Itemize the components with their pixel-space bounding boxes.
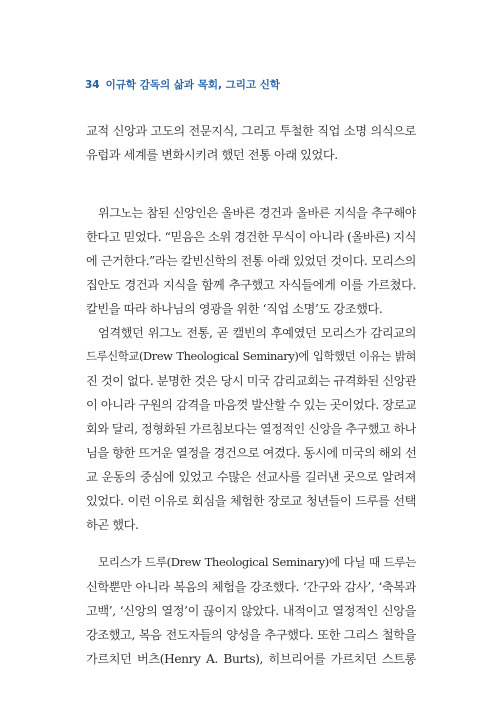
text-line: 진 것이 없다. 분명한 것은 당시 미국 감리교회는 규격화된 신앙관 bbox=[86, 374, 416, 388]
text-line: 고백’, ‘신앙의 열정’이 끊이지 않았다. 내적이고 열정적인 신앙을 bbox=[86, 604, 416, 618]
paragraph-2 bbox=[86, 204, 416, 540]
book-title: 이규학 감독의 삶과 목회, 그리고 신학 bbox=[105, 79, 281, 91]
running-header bbox=[85, 77, 286, 92]
text-line: 강조했고, 복음 전도자들의 양성을 추구했다. 또한 그리스 철학을 bbox=[86, 628, 416, 642]
text-line: 드루신학교(Drew Theological Seminary)에 입학했던 이유는 밝혀 bbox=[86, 349, 416, 363]
text-line: 교 운동의 중심에 있었고 수많은 선교사를 길러낸 곳으로 알려져 bbox=[86, 470, 416, 484]
text-line: 한다고 믿었다. “믿음은 소위 경건한 무식이 아니라 (올바른) 지식 bbox=[86, 230, 416, 244]
paragraph-3 bbox=[86, 554, 416, 674]
text-line: 모리스가 드루(Drew Theological Seminary)에 다닐 때 드루는 bbox=[98, 555, 416, 569]
text-line: 신학뿐만 아니라 복음의 체험을 강조했다. ‘간구와 감사’, ‘축복과 bbox=[86, 580, 416, 594]
paragraph-1 bbox=[86, 122, 416, 170]
text-line: 에 근거한다.”라는 칼빈신학의 전통 아래 있었던 것이다. 모리스의 bbox=[86, 254, 416, 268]
text-line: 엄격했던 위그노 전통, 곧 캘빈의 후예였던 모리스가 감리교의 bbox=[98, 326, 416, 340]
text-line: 칼빈을 따라 하나님의 영광을 위한 ‘직업 소명’도 강조했다. bbox=[86, 302, 383, 316]
text-line: 위그노는 참된 신앙인은 올바른 경건과 올바른 지식을 추구해야 bbox=[98, 206, 416, 220]
text-line: 가르치던 버츠(Henry A. Burts), 히브리어를 가르치던 스트롱 bbox=[86, 652, 416, 666]
text-line: 있었다. 이런 이유로 회심을 체험한 장로교 청년들이 드루를 선택 bbox=[86, 494, 416, 508]
text-line: 하곤 했다. bbox=[86, 518, 139, 532]
text-line: 유럽과 세계를 변화시키려 했던 전통 아래 있었다. bbox=[86, 148, 338, 162]
text-line: 회와 달리, 정형화된 가르침보다는 열정적인 신앙을 추구했고 하나 bbox=[86, 422, 416, 436]
text-line: 이 아니라 구원의 감격을 마음껏 발산할 수 있는 곳이었다. 장로교 bbox=[86, 398, 416, 412]
text-line: 님을 향한 뜨거운 열정을 경건으로 여겼다. 동시에 미국의 해외 선 bbox=[86, 446, 416, 460]
text-line: 교적 신앙과 고도의 전문지식, 그리고 투철한 직업 소명 의식으로 bbox=[86, 124, 416, 138]
text-line: 집안도 경건과 지식을 함께 추구했고 자식들에게 이를 가르쳤다. bbox=[86, 278, 416, 292]
page-number: 34 bbox=[85, 79, 100, 91]
